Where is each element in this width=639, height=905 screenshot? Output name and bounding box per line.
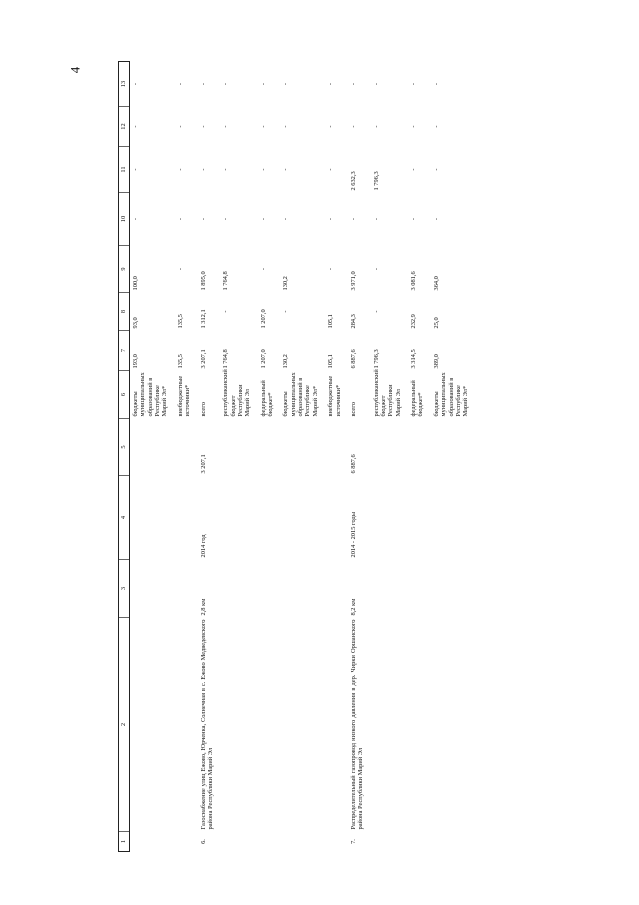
- column-header: 10: [119, 193, 130, 246]
- cost-cell: 3 207,1: [199, 454, 207, 474]
- funding-source: федеральный бюджет*: [259, 380, 275, 417]
- value-cell: -: [259, 267, 267, 271]
- funding-source: всего: [349, 402, 357, 417]
- table-row: [404, 62, 427, 852]
- item-number: [367, 832, 404, 852]
- value-cell: -: [222, 82, 230, 86]
- period-cell: [130, 476, 171, 560]
- cost-cell: [367, 419, 404, 476]
- cost-cell: [171, 419, 194, 476]
- period-cell: [404, 476, 427, 560]
- column-header: 2: [119, 618, 130, 832]
- value-cell: 135,5: [176, 354, 184, 369]
- value-cell: 6 887,6: [349, 349, 357, 369]
- length-cell: [427, 560, 472, 618]
- value-cell: 232,9: [410, 314, 418, 329]
- column-header: 6: [119, 371, 130, 419]
- funding-source: бюджеты муниципальных образований в Республике Марий Эл*: [282, 372, 319, 417]
- item-number: 7.: [349, 839, 357, 844]
- cost-cell: [404, 419, 427, 476]
- value-cell: -: [259, 125, 267, 128]
- object-name: Распределительный газопровод низкого давления в дер. Чирки Оршанского района Республики Марий Эл: [349, 619, 365, 830]
- period-cell: [321, 476, 344, 560]
- value-cell: 284,3: [349, 314, 357, 329]
- value-cell: 1 764,8: [222, 349, 230, 369]
- period-cell: [216, 476, 253, 560]
- value-cell: -: [327, 217, 335, 221]
- value-cell: -: [327, 125, 335, 128]
- value-cell: -: [410, 217, 418, 221]
- object-name: [171, 618, 194, 832]
- column-header: 7: [119, 331, 130, 371]
- item-number: 6.: [199, 839, 207, 844]
- value-cell: -: [282, 168, 290, 171]
- length-cell: [130, 560, 171, 618]
- cost-cell: 6 887,6: [349, 454, 357, 474]
- value-cell: -: [327, 267, 335, 271]
- column-header: 11: [119, 147, 130, 193]
- value-cell: 105,1: [327, 354, 335, 369]
- item-number: [130, 832, 171, 852]
- value-cell: -: [282, 125, 290, 128]
- table-row: [171, 62, 194, 852]
- page-number: 4: [67, 66, 83, 74]
- value-cell: 130,2: [282, 354, 290, 369]
- period-cell: 2014 - 2015 годы: [349, 511, 357, 558]
- table-row: [344, 62, 367, 852]
- value-cell: -: [372, 267, 380, 271]
- object-name: [321, 618, 344, 832]
- period-cell: 2014 год: [199, 534, 207, 558]
- value-cell: -: [372, 125, 380, 128]
- period-cell: [427, 476, 472, 560]
- funding-source: бюджеты муниципальных образований в Республике Марий Эл*: [432, 372, 470, 417]
- value-cell: 2 632,3: [349, 171, 357, 191]
- value-cell: -: [222, 125, 230, 128]
- value-cell: -: [222, 217, 230, 221]
- value-cell: -: [176, 125, 184, 128]
- cost-cell: [321, 419, 344, 476]
- object-name: [276, 618, 321, 832]
- table-row: [216, 62, 253, 852]
- cost-cell: [427, 419, 472, 476]
- value-cell: -: [372, 217, 380, 221]
- column-header: 5: [119, 419, 130, 476]
- value-cell: 135,5: [176, 314, 184, 329]
- value-cell: -: [222, 168, 230, 171]
- column-header: 13: [119, 62, 130, 107]
- item-number: [171, 832, 194, 852]
- value-cell: -: [349, 125, 357, 128]
- item-number: [276, 832, 321, 852]
- financing-table-rotated: [118, 62, 562, 852]
- item-number: [427, 832, 472, 852]
- length-cell: 2,8 км: [199, 598, 207, 616]
- funding-source: всего: [199, 402, 207, 417]
- length-cell: [367, 560, 404, 618]
- value-cell: -: [222, 310, 230, 313]
- value-cell: 1 796,3: [372, 171, 380, 191]
- value-cell: -: [132, 82, 139, 86]
- table-row: [276, 62, 321, 852]
- value-cell: -: [282, 310, 290, 313]
- value-cell: -: [176, 217, 184, 221]
- column-header: 9: [119, 246, 130, 293]
- value-cell: -: [259, 168, 267, 171]
- value-cell: -: [327, 168, 335, 171]
- length-cell: [276, 560, 321, 618]
- value-cell: -: [132, 168, 139, 171]
- value-cell: 389,0: [432, 354, 440, 369]
- value-cell: -: [259, 217, 267, 221]
- column-number-row: [119, 62, 130, 852]
- item-number: [321, 832, 344, 852]
- period-cell: [367, 476, 404, 560]
- funding-source: федеральный бюджет*: [410, 380, 425, 417]
- value-cell: -: [432, 168, 440, 171]
- cost-cell: [254, 419, 277, 476]
- value-cell: -: [410, 125, 418, 128]
- value-cell: 25,0: [432, 317, 440, 329]
- period-cell: [276, 476, 321, 560]
- value-cell: -: [282, 82, 290, 86]
- value-cell: 3 207,1: [199, 349, 207, 369]
- table-row: [254, 62, 277, 852]
- column-header: 1: [119, 832, 130, 852]
- value-cell: -: [410, 168, 418, 171]
- length-cell: [171, 560, 194, 618]
- value-cell: 93,0: [132, 317, 139, 329]
- value-cell: 130,2: [282, 276, 290, 291]
- funding-source: республиканский бюджет Республики Марий Эл: [372, 369, 402, 417]
- value-cell: 1 796,3: [372, 349, 380, 369]
- table-row: [427, 62, 472, 852]
- object-name: [216, 618, 253, 832]
- value-cell: -: [432, 217, 440, 221]
- object-name: [130, 618, 171, 832]
- length-cell: [216, 560, 253, 618]
- value-cell: -: [176, 82, 184, 86]
- value-cell: -: [199, 168, 207, 171]
- value-cell: 1 312,1: [199, 309, 207, 329]
- item-number: [404, 832, 427, 852]
- value-cell: 105,1: [327, 314, 335, 329]
- value-cell: 3 971,0: [349, 271, 357, 291]
- length-cell: [321, 560, 344, 618]
- value-cell: 193,0: [132, 354, 139, 369]
- value-cell: 1 207,0: [259, 349, 267, 369]
- value-cell: -: [176, 168, 184, 171]
- value-cell: 3 081,6: [410, 271, 418, 291]
- value-cell: -: [432, 125, 440, 128]
- value-cell: -: [432, 82, 440, 86]
- value-cell: -: [372, 310, 380, 313]
- funding-source: республиканский бюджет Республики Марий Эл: [222, 369, 252, 417]
- value-cell: 1 895,0: [199, 271, 207, 291]
- cost-cell: [130, 419, 171, 476]
- value-cell: -: [176, 267, 184, 271]
- table-row: [130, 62, 171, 852]
- funding-source: бюджеты муниципальных образований в Республике Марий Эл*: [132, 372, 169, 417]
- value-cell: -: [349, 82, 357, 86]
- value-cell: -: [132, 125, 139, 128]
- value-cell: 3 314,5: [410, 349, 418, 369]
- item-number: [216, 832, 253, 852]
- column-header: 3: [119, 560, 130, 618]
- value-cell: -: [199, 217, 207, 221]
- table-row: [367, 62, 404, 852]
- value-cell: -: [199, 82, 207, 86]
- value-cell: -: [259, 82, 267, 86]
- value-cell: -: [327, 82, 335, 86]
- value-cell: 364,0: [432, 276, 440, 291]
- object-name: [427, 618, 472, 832]
- funding-source: внебюджетные источники*: [176, 375, 192, 417]
- value-cell: -: [372, 82, 380, 86]
- period-cell: [254, 476, 277, 560]
- column-header: 12: [119, 107, 130, 147]
- length-cell: [404, 560, 427, 618]
- length-cell: 8,2 км: [349, 598, 357, 616]
- table-row: [194, 62, 217, 852]
- value-cell: 1 207,0: [259, 309, 267, 329]
- value-cell: 100,0: [132, 276, 139, 291]
- value-cell: -: [199, 125, 207, 128]
- value-cell: -: [282, 217, 290, 221]
- object-name: Газоснабжение улиц Ежово, Юрченка, Солнечная в с. Ежово Медведевского района Республики Марий Эл: [199, 619, 214, 830]
- funding-source: внебюджетные источники*: [327, 375, 342, 417]
- value-cell: -: [410, 82, 418, 86]
- value-cell: 1 764,8: [222, 271, 230, 291]
- column-header: 4: [119, 476, 130, 560]
- object-name: [254, 618, 277, 832]
- value-cell: -: [349, 217, 357, 221]
- object-name: [367, 618, 404, 832]
- table-row: [321, 62, 344, 852]
- cost-cell: [216, 419, 253, 476]
- length-cell: [254, 560, 277, 618]
- item-number: [254, 832, 277, 852]
- column-header: 8: [119, 293, 130, 331]
- financing-table: [118, 61, 472, 852]
- value-cell: -: [132, 217, 139, 221]
- object-name: [404, 618, 427, 832]
- period-cell: [171, 476, 194, 560]
- cost-cell: [276, 419, 321, 476]
